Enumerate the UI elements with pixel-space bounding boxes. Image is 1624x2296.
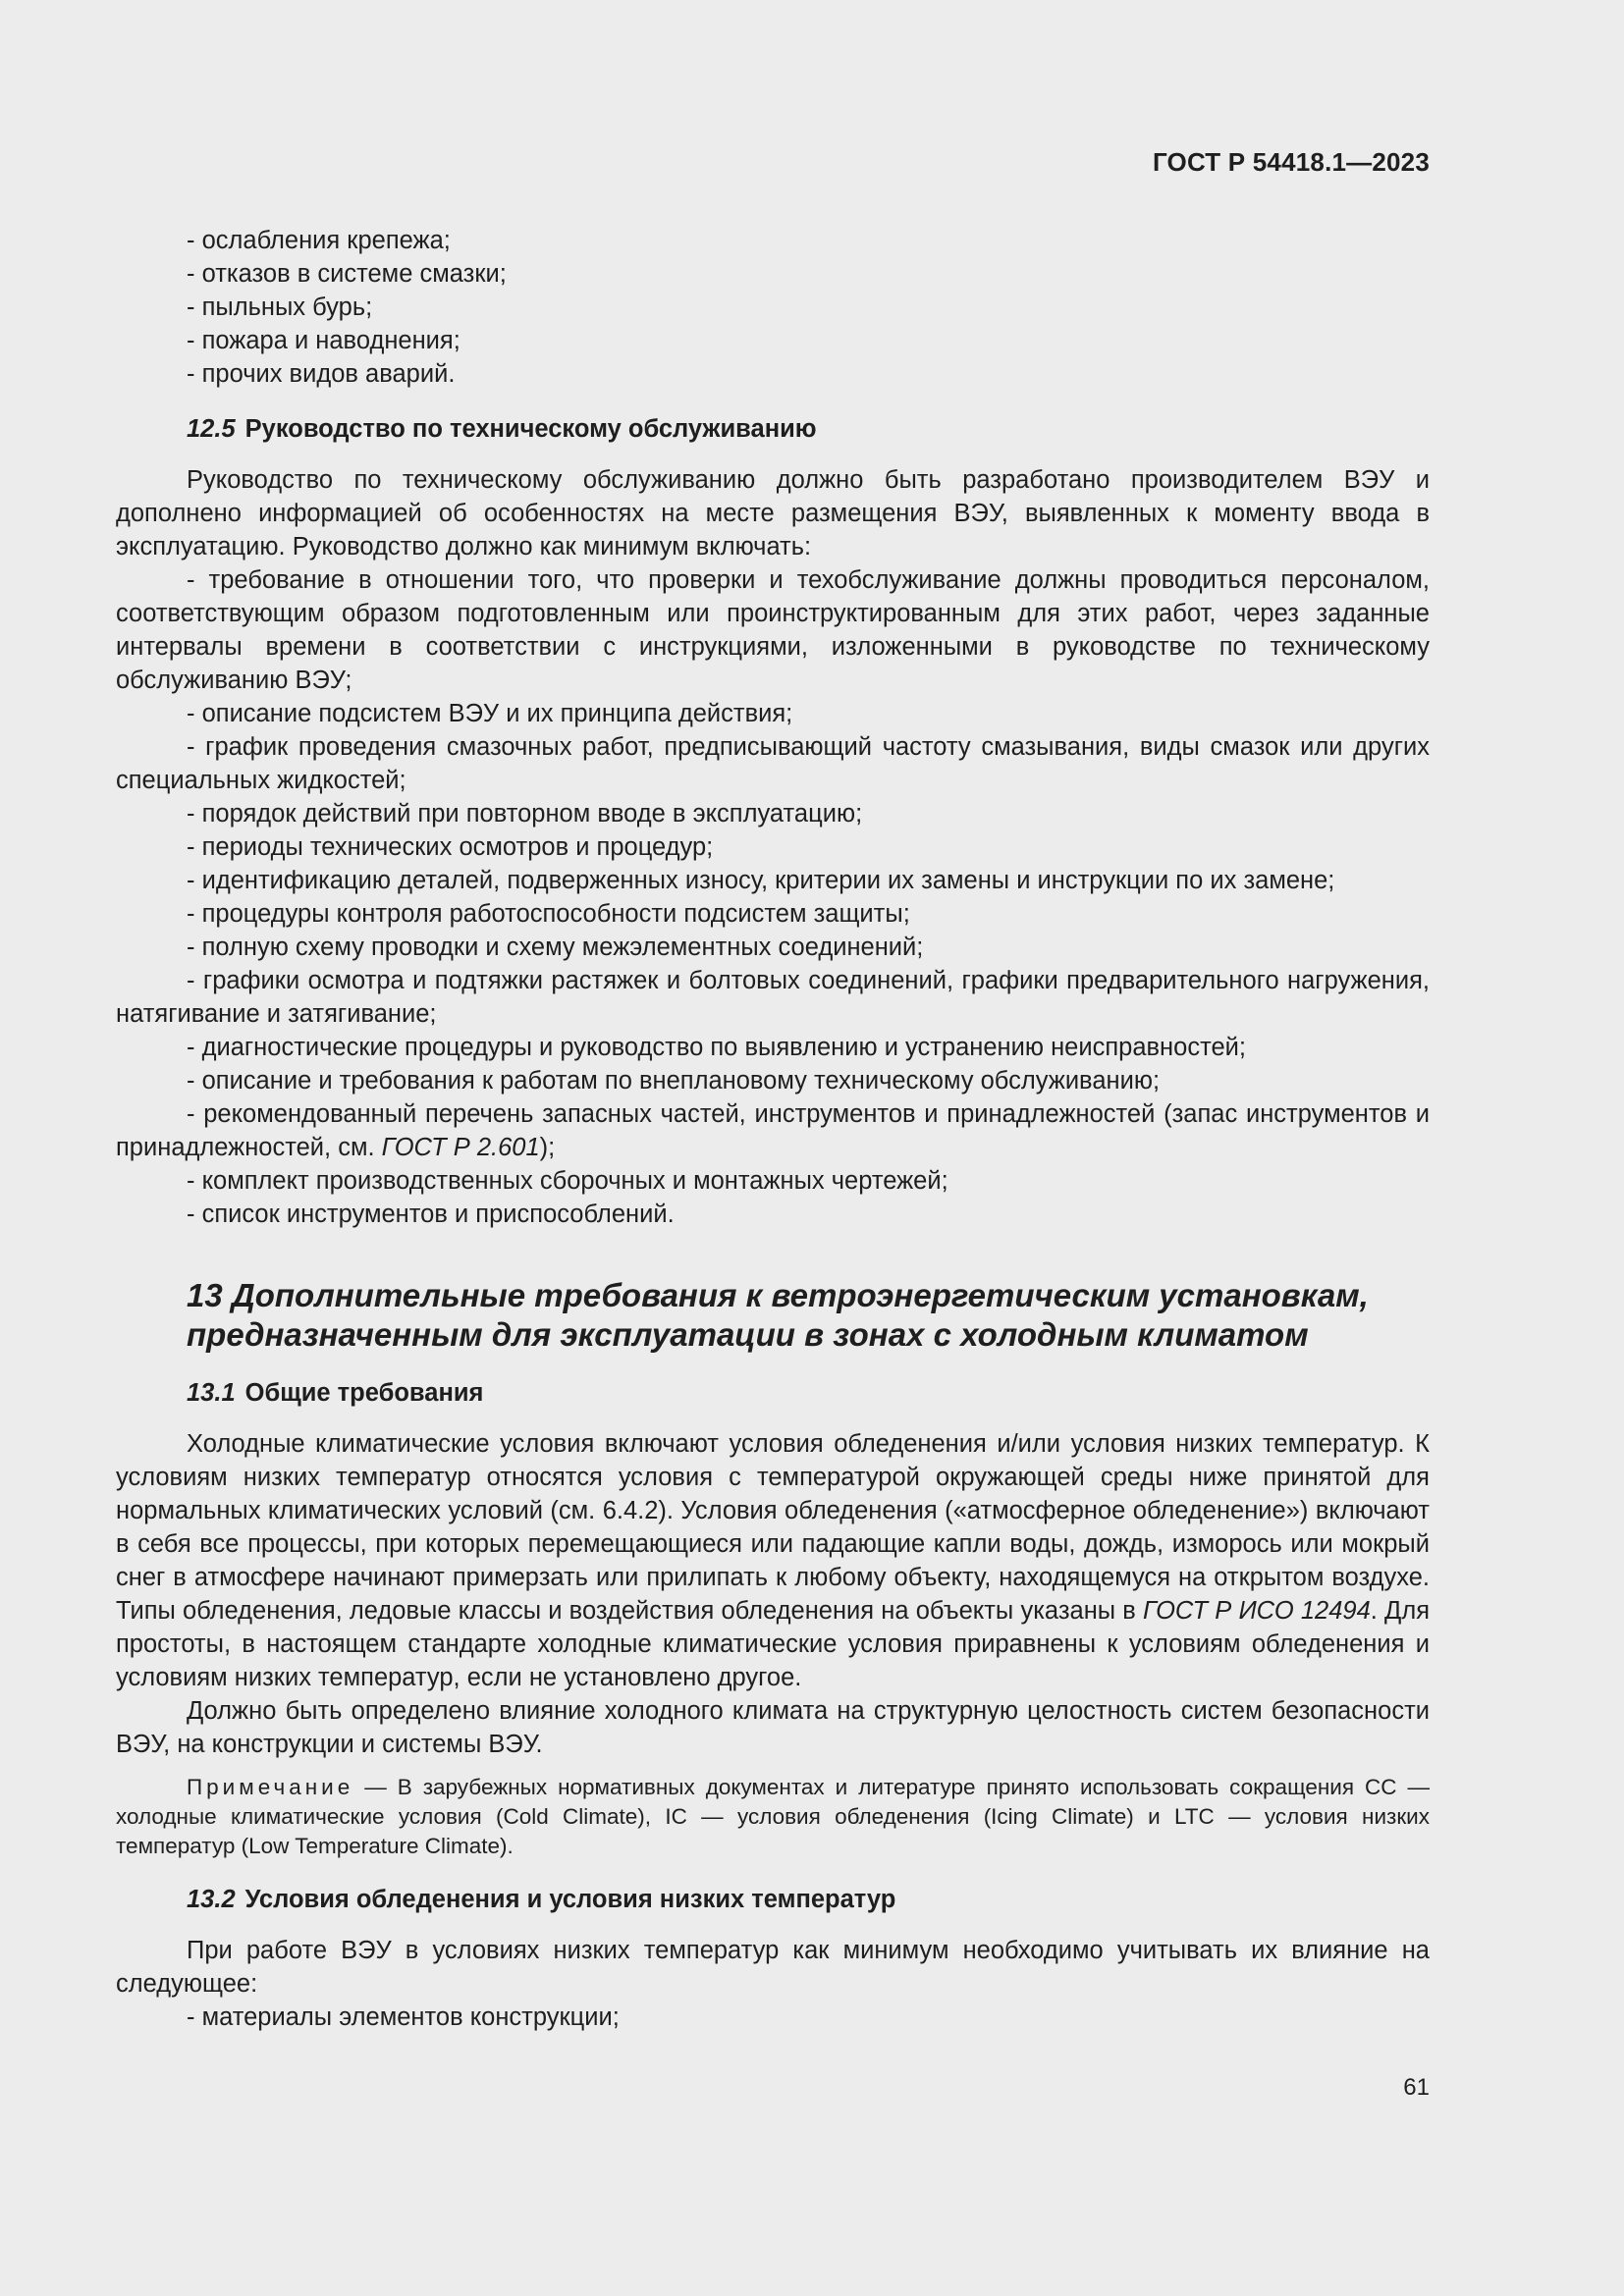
standard-reference: ГОСТ Р ИСО 12494: [1143, 1597, 1371, 1625]
subsection-number: 13.1: [187, 1379, 236, 1407]
paragraph-text: . Для простоты, в настоящем стандарте холодные климатические условия приравнены к условиям обледенения и условиям низких температур, если не установлено другое.: [116, 1597, 1431, 1691]
page-content: [116, 224, 1430, 2034]
paragraph: При работе ВЭУ в условиях низких температур как минимум необходимо учитывать их влияние на следующее:: [116, 1937, 1430, 1998]
subsection-number: 13.2: [187, 1886, 236, 1913]
subsection-title: Общие требования: [244, 1379, 484, 1407]
list-item: [116, 1097, 1430, 1164]
page-number: 61: [1403, 2074, 1430, 2101]
subsection-title: Условия обледенения и условия низких температур: [244, 1886, 896, 1913]
list-item: - пожара и наводнения;: [187, 327, 460, 354]
list-item: - полную схему проводки и схему межэлементных соединений;: [187, 934, 924, 961]
section-heading-13: [187, 1276, 1430, 1355]
list-item-text: - рекомендованный перечень запасных частей, инструментов и принадлежностей (запас инструментов и принадлежностей, см.: [116, 1100, 1430, 1161]
note-label: Примечание: [187, 1775, 354, 1799]
list-item: - идентификацию деталей, подверженных износу, критерии их замены и инструкции по их замене;: [187, 867, 1335, 894]
list-item: - ослабления крепежа;: [187, 227, 451, 254]
document-code-header: ГОСТ Р 54418.1—2023: [1152, 147, 1430, 177]
subsection-number: 12.5: [187, 415, 236, 443]
subsection-heading-12-5: [187, 412, 1430, 446]
list-item: - требование в отношении того, что проверки и техобслуживание должны проводиться персоналом, соответствующим образом подготовленным или проинструктированным для этих работ, через заданные интервалы времени в соответствии с инструкциями, изложенными в руководстве по техническому обслуживанию ВЭУ;: [116, 566, 1430, 694]
list-item: - описание подсистем ВЭУ и их принципа действия;: [187, 700, 793, 727]
list-item: - комплект производственных сборочных и монтажных чертежей;: [187, 1167, 948, 1195]
section-number: 13: [187, 1277, 223, 1313]
top-list: [116, 224, 1430, 391]
list-item: - отказов в системе смазки;: [187, 260, 507, 288]
subsection-title: Руководство по техническому обслуживанию: [244, 415, 817, 443]
note-text: — В зарубежных нормативных документах и литературе принято использовать сокращения CC — холодные климатические условия (Cold Climate), IC — условия обледенения (Icing Climate) и LTC — условия низких температур (Low Temperature Climate).: [116, 1775, 1430, 1858]
paragraph: Руководство по техническому обслуживанию должно быть разработано производителем ВЭУ и дополнено информацией об особенностях на месте размещения ВЭУ, выявленных к моменту ввода в эксплуатацию. Руководство должно как минимум включать:: [116, 466, 1430, 561]
maintenance-manual-list: [116, 563, 1430, 1231]
section-title: Дополнительные требования к ветроэнергетическим установкам, предназначенным для эксплуатации в зонах с холодным климатом: [187, 1277, 1369, 1353]
list-item: - процедуры контроля работоспособности подсистем защиты;: [187, 900, 910, 928]
standard-reference: ГОСТ Р 2.601: [381, 1134, 540, 1161]
paragraph: Должно быть определено влияние холодного климата на структурную целостность систем безопасности ВЭУ, на конструкции и системы ВЭУ.: [116, 1697, 1430, 1758]
paragraph-text: Холодные климатические условия включают условия обледенения и/или условия низких температур. К условиям низких температур относятся условия с температурой окружающей среды ниже принятой для нормальных климатических условий (см. 6.4.2). Условия обледенения («атмосферное обледенение») включают в себя все процессы, при которых перемещающиеся или падающие капли воды, дождь, изморось или мокрый снег в атмосфере начинают примерзать или прилипать к любому объекту, находящемуся на открытом воздухе. Типы обледенения, ледовые классы и воздействия обледенения на объекты указаны в: [116, 1430, 1430, 1625]
list-item: - график проведения смазочных работ, предписывающий частоту смазывания, виды смазок или других специальных жидкостей;: [116, 733, 1430, 794]
list-item: - графики осмотра и подтяжки растяжек и болтовых соединений, графики предварительного нагружения, натягивание и затягивание;: [116, 967, 1430, 1028]
list-item: - список инструментов и приспособлений.: [187, 1201, 675, 1228]
list-item: - диагностические процедуры и руководство по выявлению и устранению неисправностей;: [187, 1034, 1246, 1061]
list-item: - описание и требования к работам по внеплановому техническому обслуживанию;: [187, 1067, 1161, 1095]
list-item: - порядок действий при повторном вводе в эксплуатацию;: [187, 800, 863, 828]
subsection-heading-13-2: [187, 1883, 1430, 1916]
paragraph: [116, 1427, 1430, 1694]
subsection-heading-13-1: [187, 1376, 1430, 1410]
list-item: - прочих видов аварий.: [187, 360, 456, 388]
list-item: - пыльных бурь;: [187, 294, 373, 321]
list-item: - материалы элементов конструкции;: [187, 2003, 620, 2031]
note: [116, 1773, 1430, 1861]
list-item: - периоды технических осмотров и процедур;: [187, 833, 714, 861]
list-item-text: );: [539, 1134, 556, 1161]
